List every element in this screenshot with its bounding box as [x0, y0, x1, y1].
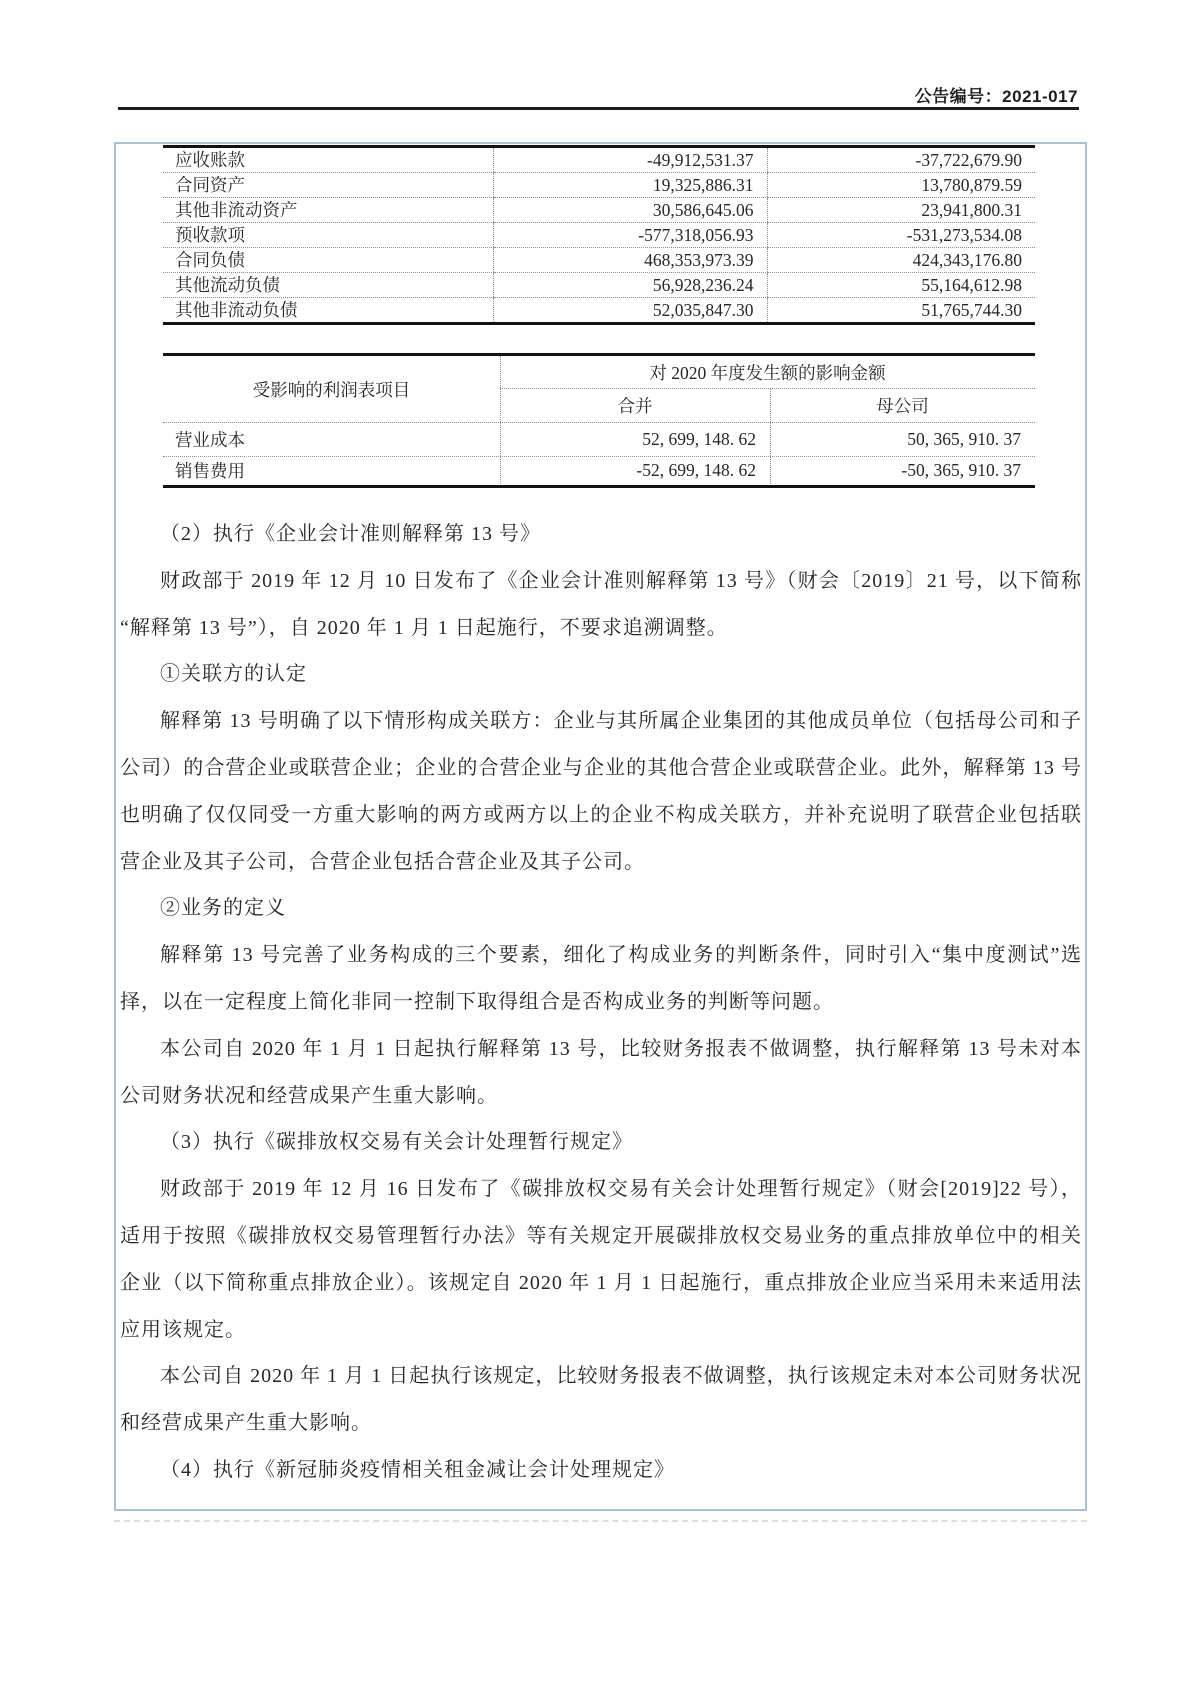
item-label: 合同资产 [163, 173, 493, 198]
table-row [163, 147, 1035, 173]
parent-amount: 51,765,744.30 [767, 298, 1035, 324]
paragraph-heading: （2）执行《企业会计准则解释第 13 号》 [160, 523, 541, 545]
parent-amount: 23,941,800.31 [767, 198, 1035, 223]
parent-amount: -531,273,534.08 [767, 223, 1035, 248]
scan-artifact-line [114, 1520, 1087, 1522]
column-header-parent: 母公司 [876, 395, 929, 416]
item-label: 销售费用 [175, 460, 245, 481]
table-row [163, 223, 1035, 248]
item-label: 其他流动负债 [163, 273, 493, 298]
consolidated-amount: 468,353,973.39 [493, 248, 767, 273]
item-label: 其他非流动资产 [163, 198, 493, 223]
table-row [163, 298, 1035, 324]
paragraph: 本公司自 2020 年 1 月 1 日起执行该规定，比较财务报表不做调整，执行该规定未对本公司财务状况和经营成果产生重大影响。 [120, 1365, 1082, 1435]
table-row [163, 173, 1035, 198]
consolidated-amount: -52, 699, 148. 62 [636, 459, 756, 480]
table-row [163, 248, 1035, 273]
table-row [163, 273, 1035, 298]
item-label: 应收账款 [163, 147, 493, 173]
consolidated-amount: 30,586,645.06 [493, 198, 767, 223]
body-text [120, 511, 1082, 1494]
parent-amount: -37,722,679.90 [767, 147, 1035, 173]
column-header-item: 受影响的利润表项目 [252, 379, 411, 400]
item-label: 其他非流动负债 [175, 300, 298, 320]
paragraph: 财政部于 2019 年 12 月 10 日发布了《企业会计准则解释第 13 号》（财会〔2019〕21 号，以下简称“解释第 13 号”），自 2020 年 1 月 1 日起施行，不要求追溯调整。 [120, 569, 1082, 639]
paragraph-heading: （3）执行《碳排放权交易有关会计处理暂行规定》 [160, 1131, 633, 1154]
content-box [114, 142, 1087, 1511]
consolidated-amount: -49,912,531.37 [493, 147, 767, 173]
announcement-number: 公告编号：2021-017 [914, 87, 1078, 106]
parent-amount: 424,343,176.80 [767, 248, 1035, 273]
item-label: 预收款项 [163, 223, 493, 248]
item-label: 合同负债 [163, 248, 493, 273]
paragraph: 解释第 13 号完善了业务构成的三个要素，细化了构成业务的判断条件，同时引入“集中度测试”选择，以在一定程度上简化非同一控制下取得组合是否构成业务的判断等问题。 [120, 944, 1082, 1013]
paragraph: 财政部于 2019 年 12 月 16 日发布了《碳排放权交易有关会计处理暂行规定》（财会[2019]22 号），适用于按照《碳排放权交易管理暂行办法》等有关规定开展碳排放权交易业务的重点排放单位中的相关企业（以下简称重点排放企业）。该规定自 2020 年 1 月 1 日起施行，重点排放企业应当采用未来适用法应用该规定。 [120, 1178, 1082, 1341]
consolidated-amount: 52,035,847.30 [493, 298, 767, 324]
column-header-span: 对 2020 年度发生额的影响金额 [649, 362, 886, 383]
paragraph-heading: （4）执行《新冠肺炎疫情相关租金减让会计处理规定》 [160, 1458, 675, 1481]
paragraph: 本公司自 2020 年 1 月 1 日起执行解释第 13 号，比较财务报表不做调整，执行解释第 13 号未对本公司财务状况和经营成果产生重大影响。 [120, 1037, 1082, 1107]
consolidated-amount: 52, 699, 148. 62 [642, 428, 756, 449]
header-rule [118, 107, 1079, 110]
parent-amount: -50, 365, 910. 37 [901, 459, 1021, 480]
paragraph-subheading: ②业务的定义 [160, 897, 286, 920]
consolidated-amount: 19,325,886.31 [493, 173, 767, 198]
consolidated-amount: 56,928,236.24 [493, 273, 767, 298]
parent-amount: 50, 365, 910. 37 [907, 428, 1021, 449]
parent-amount: 13,780,879.59 [767, 173, 1035, 198]
consolidated-amount: -577,318,056.93 [493, 223, 767, 248]
item-label: 营业成本 [175, 429, 245, 450]
paragraph-subheading: ①关联方的认定 [160, 663, 307, 686]
table-row [163, 198, 1035, 223]
paragraph: 解释第 13 号明确了以下情形构成关联方：企业与其所属企业集团的其他成员单位（包括母公司和子公司）的合营企业或联营企业；企业的合营企业与企业的其他合营企业或联营企业。此外，解释第 13 号也明确了仅仅同受一方重大影响的两方或两方以上的企业不构成关联方，并补充说明了联营企业包括联营企业及其子公司，合营企业包括合营企业及其子公司。 [120, 710, 1082, 873]
income-impact-table [163, 353, 1035, 488]
column-header-consolidated: 合并 [617, 395, 653, 416]
balance-adjustment-table [163, 145, 1035, 325]
parent-amount: 55,164,612.98 [767, 273, 1035, 298]
